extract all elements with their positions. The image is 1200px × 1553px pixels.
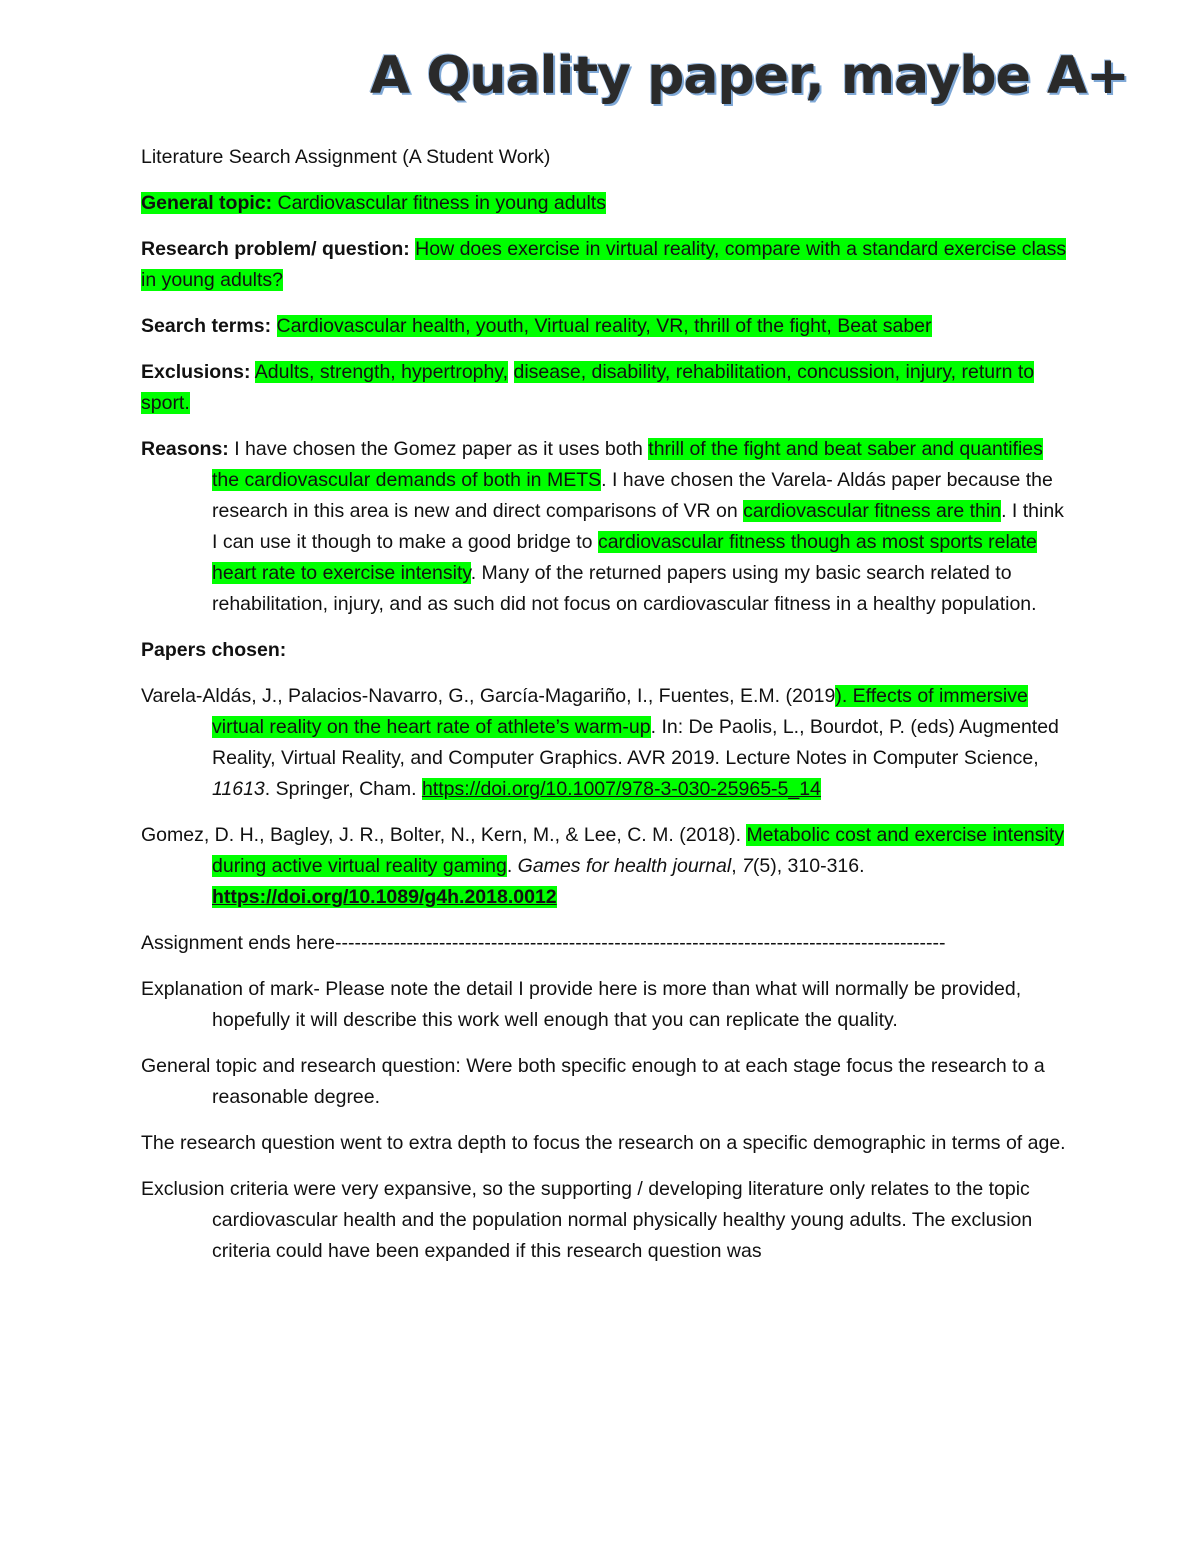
- reference-volume: 7: [742, 855, 753, 877]
- papers-chosen-label: Papers chosen:: [141, 639, 287, 661]
- reference-separator: .: [506, 855, 518, 877]
- research-problem-label: Research problem/ question:: [141, 238, 410, 260]
- page-title: A Quality paper, maybe A+: [370, 46, 1129, 106]
- research-problem-value: How does exercise in virtual reality, compare with a standard exercise class in young adults?: [141, 238, 1067, 291]
- reference-journal: Games for health journal: [517, 855, 732, 877]
- reference-authors: Gomez, D. H., Bagley, J. R., Bolter, N., Kern, M., & Lee, C. M. (2018).: [141, 824, 747, 846]
- search-terms-label: Search terms:: [141, 315, 272, 337]
- reasons-text-3: . I think I can use it though to make a good bridge to: [212, 500, 1064, 553]
- reference-pages: (5), 310-316.: [752, 855, 865, 877]
- search-terms-value: Cardiovascular health, youth, Virtual reality, VR, thrill of the fight, Beat saber: [276, 315, 932, 337]
- reference-varela: [141, 681, 1071, 805]
- reasons-highlight-2: cardiovascular fitness are thin: [743, 500, 1002, 522]
- reference-volume: 11613: [212, 778, 265, 800]
- exclusions: [141, 357, 1071, 419]
- reference-publisher: . Springer, Cham.: [264, 778, 417, 800]
- general-topic-comment: General topic and research question: Were both specific enough to at each stage focus the research to a reasonable degree.: [141, 1055, 1045, 1108]
- exclusions-label: Exclusions:: [141, 361, 251, 383]
- doi-link[interactable]: https://doi.org/10.1089/g4h.2018.0012: [212, 886, 557, 908]
- document-body: [141, 142, 1071, 1282]
- reasons: [141, 434, 1071, 620]
- reasons-text-1: I have chosen the Gomez paper as it uses both: [228, 438, 649, 460]
- reasons-highlight-3: cardiovascular fitness though as most sports relate heart rate to exercise intensity: [212, 531, 1037, 584]
- reference-title: ). Effects of immersive virtual reality on the heart rate of athlete’s warm-up: [212, 685, 1028, 738]
- exclusions-value-b: disease, disability, rehabilitation, concussion, injury, return to sport.: [141, 361, 1035, 414]
- explanation-of-mark: Explanation of mark- Please note the detail I provide here is more than what will normally be provided, hopefully it will describe this work well enough that you can replicate the quality.: [141, 978, 1022, 1031]
- reference-gomez: [141, 820, 1071, 913]
- reference-authors: Varela-Aldás, J., Palacios-Navarro, G., García-Magariño, I., Fuentes, E.M. (2019: [141, 685, 836, 707]
- reference-title: Metabolic cost and exercise intensity during active virtual reality gaming: [212, 824, 1065, 877]
- general-topic: [141, 188, 1071, 219]
- research-question-comment: The research question went to extra depth to focus the research on a specific demographic in terms of age.: [141, 1132, 1066, 1154]
- exclusions-value-a: Adults, strength, hypertrophy,: [254, 361, 509, 383]
- assignment-heading: Literature Search Assignment (A Student Work): [141, 146, 551, 168]
- general-topic-value: Cardiovascular fitness in young adults: [277, 192, 606, 214]
- research-problem: [141, 234, 1071, 296]
- assignment-ends: Assignment ends here----------------------------------------------------------------------------------------------: [141, 932, 946, 954]
- reference-source: . In: De Paolis, L., Bourdot, P. (eds) Augmented Reality, Virtual Reality, and Computer Graphics. AVR 2019. Lecture Notes in Computer Science,: [212, 716, 1059, 769]
- reasons-text-2: . I have chosen the Varela- Aldás paper because the research in this area is new and direct comparisons of VR on: [212, 469, 1053, 522]
- doi-link[interactable]: https://doi.org/10.1007/978-3-030-25965-5_14: [421, 778, 821, 800]
- reasons-text-4: . Many of the returned papers using my basic search related to rehabilitation, injury, and as such did not focus on cardiovascular fitness in a healthy population.: [212, 562, 1037, 615]
- reasons-highlight-1: thrill of the fight and beat saber and quantifies the cardiovascular demands of both in METS: [212, 438, 1043, 491]
- general-topic-label: General topic:: [141, 192, 273, 214]
- reference-separator: ,: [731, 855, 743, 877]
- exclusion-comment: Exclusion criteria were very expansive, so the supporting / developing literature only relates to the topic cardiovascular health and the population normal physically healthy young adults. The exclusion criteria could have been expanded if this research question was: [141, 1178, 1033, 1262]
- search-terms: [141, 311, 1071, 342]
- reasons-label: Reasons:: [141, 438, 229, 460]
